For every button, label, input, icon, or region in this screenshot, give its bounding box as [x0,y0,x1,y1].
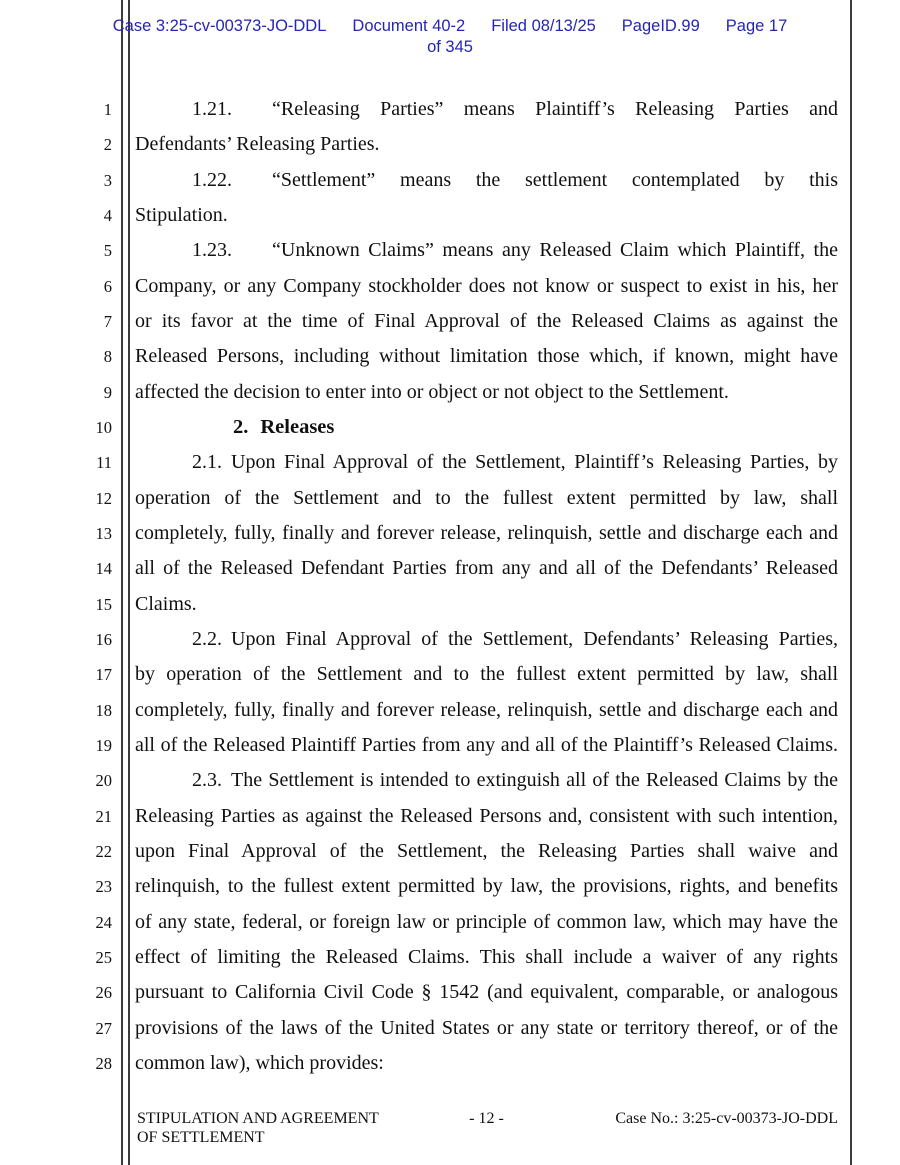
document-text-line [135,127,838,162]
line-number: 18 [95,700,112,720]
section-heading [135,410,838,445]
ecf-header-line1 [0,17,900,36]
document-text-line [135,92,838,127]
line-text: all of the Released Plaintiff Parties from any and all of the Plaintiff’s Released Claims. [135,733,838,756]
line-text: Releases [260,415,335,438]
document-text-line [135,763,838,798]
document-text-line [135,834,838,869]
line-number: 15 [95,594,112,614]
document-text-line [135,339,838,374]
header-document-number: Document 40-2 [352,17,466,35]
paragraph-number: 1.23. [192,239,232,262]
line-number: 7 [103,311,112,331]
line-number: 24 [95,912,112,932]
line-number-column [58,92,112,1081]
footer-case-number: Case No.: 3:25-cv-00373-JO-DDL [615,1110,838,1127]
line-number: 11 [96,453,112,473]
line-number: 25 [95,947,112,967]
line-number: 27 [95,1018,112,1038]
line-text: operation of the Settlement and to the fullest extent permitted by law, shall [135,486,838,509]
line-number: 3 [103,170,112,190]
line-text: “Settlement” means the settlement contemplated by this [272,168,838,191]
line-text: Claims. [135,592,197,615]
line-text: The Settlement is intended to extinguish all of the Released Claims by the [231,769,838,792]
footer-page-number: - 12 - [469,1110,504,1127]
document-text-line [135,728,838,763]
line-text: provisions of the laws of the United States or any state or territory thereof, or of the [135,1016,838,1039]
line-text: all of the Released Defendant Parties from any and all of the Defendants’ Released [135,557,838,580]
document-text-line [135,905,838,940]
line-text: pursuant to California Civil Code § 1542 (and equivalent, comparable, or analogous [135,981,838,1004]
line-text: Stipulation. [135,203,228,226]
header-filed-date: Filed 08/13/25 [491,17,596,35]
ecf-stamp-header [0,17,900,57]
footer-title-line2: OF SETTLEMENT [137,1128,265,1146]
line-number: 5 [103,241,112,261]
line-text: Upon Final Approval of the Settlement, Defendants’ Releasing Parties, [231,627,838,650]
document-text-line [135,587,838,622]
line-number: 10 [95,417,112,437]
header-page-of: of 345 [427,38,473,56]
document-text-line [135,375,838,410]
paragraph-number: 1.21. [192,98,232,120]
document-text-line [135,1046,838,1081]
paragraph-number: 2.2. [192,627,222,650]
document-text-line [135,516,838,551]
document-text-line [135,657,838,692]
line-number: 16 [95,629,112,649]
line-number: 8 [103,347,112,367]
line-text: “Unknown Claims” means any Released Claim which Plaintiff, the [272,239,838,262]
line-text: Company, or any Company stockholder does not know or suspect to exist in his, her [135,274,838,297]
document-text-line [135,975,838,1010]
line-text: Upon Final Approval of the Settlement, Plaintiff’s Releasing Parties, by [231,451,838,474]
header-pageid: PageID.99 [621,17,700,35]
line-text: Defendants’ Releasing Parties. [135,133,380,156]
line-number: 22 [95,841,112,861]
document-text-line [135,940,838,975]
paragraph-number: 2. [233,415,249,438]
line-text: affected the decision to enter into or object or not object to the Settlement. [135,380,729,403]
document-text-line [135,304,838,339]
document-text-line [135,869,838,904]
line-text: Releasing Parties as against the Released Persons and, consistent with such intention, [135,804,838,827]
line-text: Released Persons, including without limitation those which, if known, might have [135,345,838,368]
document-text-line [135,445,838,480]
line-text: completely, fully, finally and forever release, relinquish, settle and discharge each and [135,698,838,721]
document-text-line [135,269,838,304]
line-text: completely, fully, finally and forever release, relinquish, settle and discharge each and [135,521,838,544]
line-number: 23 [95,877,112,897]
line-text: or its favor at the time of Final Approval of the Released Claims as against the [135,309,838,332]
document-text-line [135,198,838,233]
document-text-line [135,1011,838,1046]
paragraph-number: 2.1. [192,451,222,474]
document-body [135,92,838,1081]
document-text-line [135,622,838,657]
line-number: 28 [95,1053,112,1073]
line-text: effect of limiting the Released Claims. This shall include a waiver of any rights [135,945,838,968]
paragraph-number: 1.22. [192,168,232,191]
line-number: 26 [95,983,112,1003]
header-page-number: Page 17 [725,17,788,35]
line-text: of any state, federal, or foreign law or principle of common law, which may have the [135,910,838,933]
footer-title-line1: STIPULATION AND AGREEMENT [137,1110,379,1127]
line-number: 19 [95,735,112,755]
line-number: 13 [95,523,112,543]
document-text-line [135,233,838,268]
line-text: “Releasing Parties” means Plaintiff’s Releasing Parties and [272,98,838,120]
document-text-line [135,551,838,586]
line-number: 14 [95,559,112,579]
line-number: 4 [103,205,112,225]
pleading-right-rule [850,0,852,1165]
line-number: 12 [95,488,112,508]
pleading-left-double-rule [121,0,130,1165]
line-number: 17 [95,665,112,685]
line-number: 9 [103,382,112,402]
line-text: common law), which provides: [135,1051,384,1074]
line-text: by operation of the Settlement and to the fullest extent permitted by law, shall [135,663,838,686]
line-number: 2 [103,135,112,155]
line-text: upon Final Approval of the Settlement, the Releasing Parties shall waive and [135,839,838,862]
header-case-number: Case 3:25-cv-00373-JO-DDL [112,17,327,35]
document-text-line [135,693,838,728]
document-text-line [135,481,838,516]
line-number: 21 [95,806,112,826]
paragraph-number: 2.3. [192,769,222,792]
line-number: 6 [103,276,112,296]
line-number: 1 [103,100,112,119]
document-text-line [135,799,838,834]
line-text: relinquish, to the fullest extent permitted by law, the provisions, rights, and benefits [135,875,838,898]
line-number: 20 [95,771,112,791]
document-text-line [135,163,838,198]
